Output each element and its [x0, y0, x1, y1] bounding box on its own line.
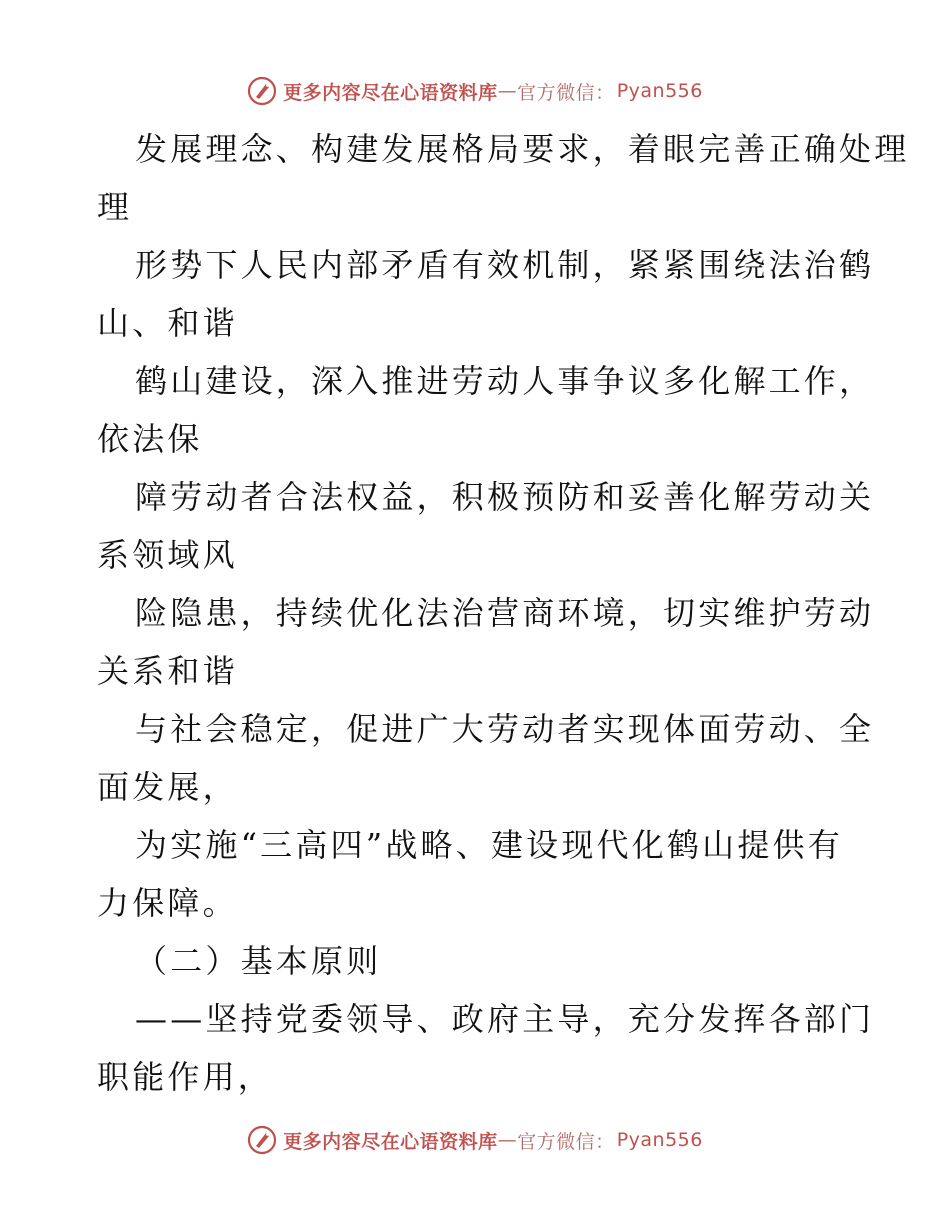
text-line: 理	[97, 188, 133, 226]
section-heading: （二）基本原则	[135, 942, 382, 980]
watermark-wechat-id: Pyan556	[616, 1129, 703, 1151]
pen-nib-logo-icon	[247, 76, 277, 106]
text-line: 关系和谐	[97, 652, 238, 690]
watermark-wechat-id: Pyan556	[616, 80, 703, 102]
pen-nib-logo-icon	[247, 1125, 277, 1155]
watermark-dash: —	[497, 1129, 518, 1151]
watermark-label: 官方微信：	[517, 81, 615, 104]
text-line: 面发展，	[97, 768, 238, 806]
text-line: 依法保	[97, 420, 203, 458]
text-line: 山、和谐	[97, 304, 238, 342]
watermark-brand: 更多内容尽在心语资料库	[283, 1130, 498, 1153]
text-line: 为实施“三高四”战略、建设现代化鹤山提供有	[135, 826, 843, 864]
text-line: 发展理念、构建发展格局要求，着眼完善正确处理	[135, 130, 910, 168]
text-line: 职能作用，	[97, 1058, 274, 1096]
text-line: 系领域风	[97, 536, 238, 574]
text-line: ——坚持党委领导、政府主导，充分发挥各部门	[135, 1000, 875, 1038]
watermark-dash: —	[497, 80, 518, 102]
document-body	[97, 120, 910, 1106]
header-watermark	[0, 71, 950, 111]
text-line: 形势下人民内部矛盾有效机制，紧紧围绕法治鹤	[135, 246, 875, 284]
text-line: 鹤山建设，深入推进劳动人事争议多化解工作，	[135, 362, 875, 400]
text-line: 与社会稳定，促进广大劳动者实现体面劳动、全	[135, 710, 875, 748]
text-line: 力保障。	[97, 884, 238, 922]
text-line: 险隐患，持续优化法治营商环境，切实维护劳动	[135, 594, 875, 632]
watermark-label: 官方微信：	[517, 1130, 615, 1153]
footer-watermark	[0, 1120, 950, 1160]
text-line: 障劳动者合法权益，积极预防和妥善化解劳动关	[135, 478, 875, 516]
watermark-brand: 更多内容尽在心语资料库	[283, 81, 498, 104]
